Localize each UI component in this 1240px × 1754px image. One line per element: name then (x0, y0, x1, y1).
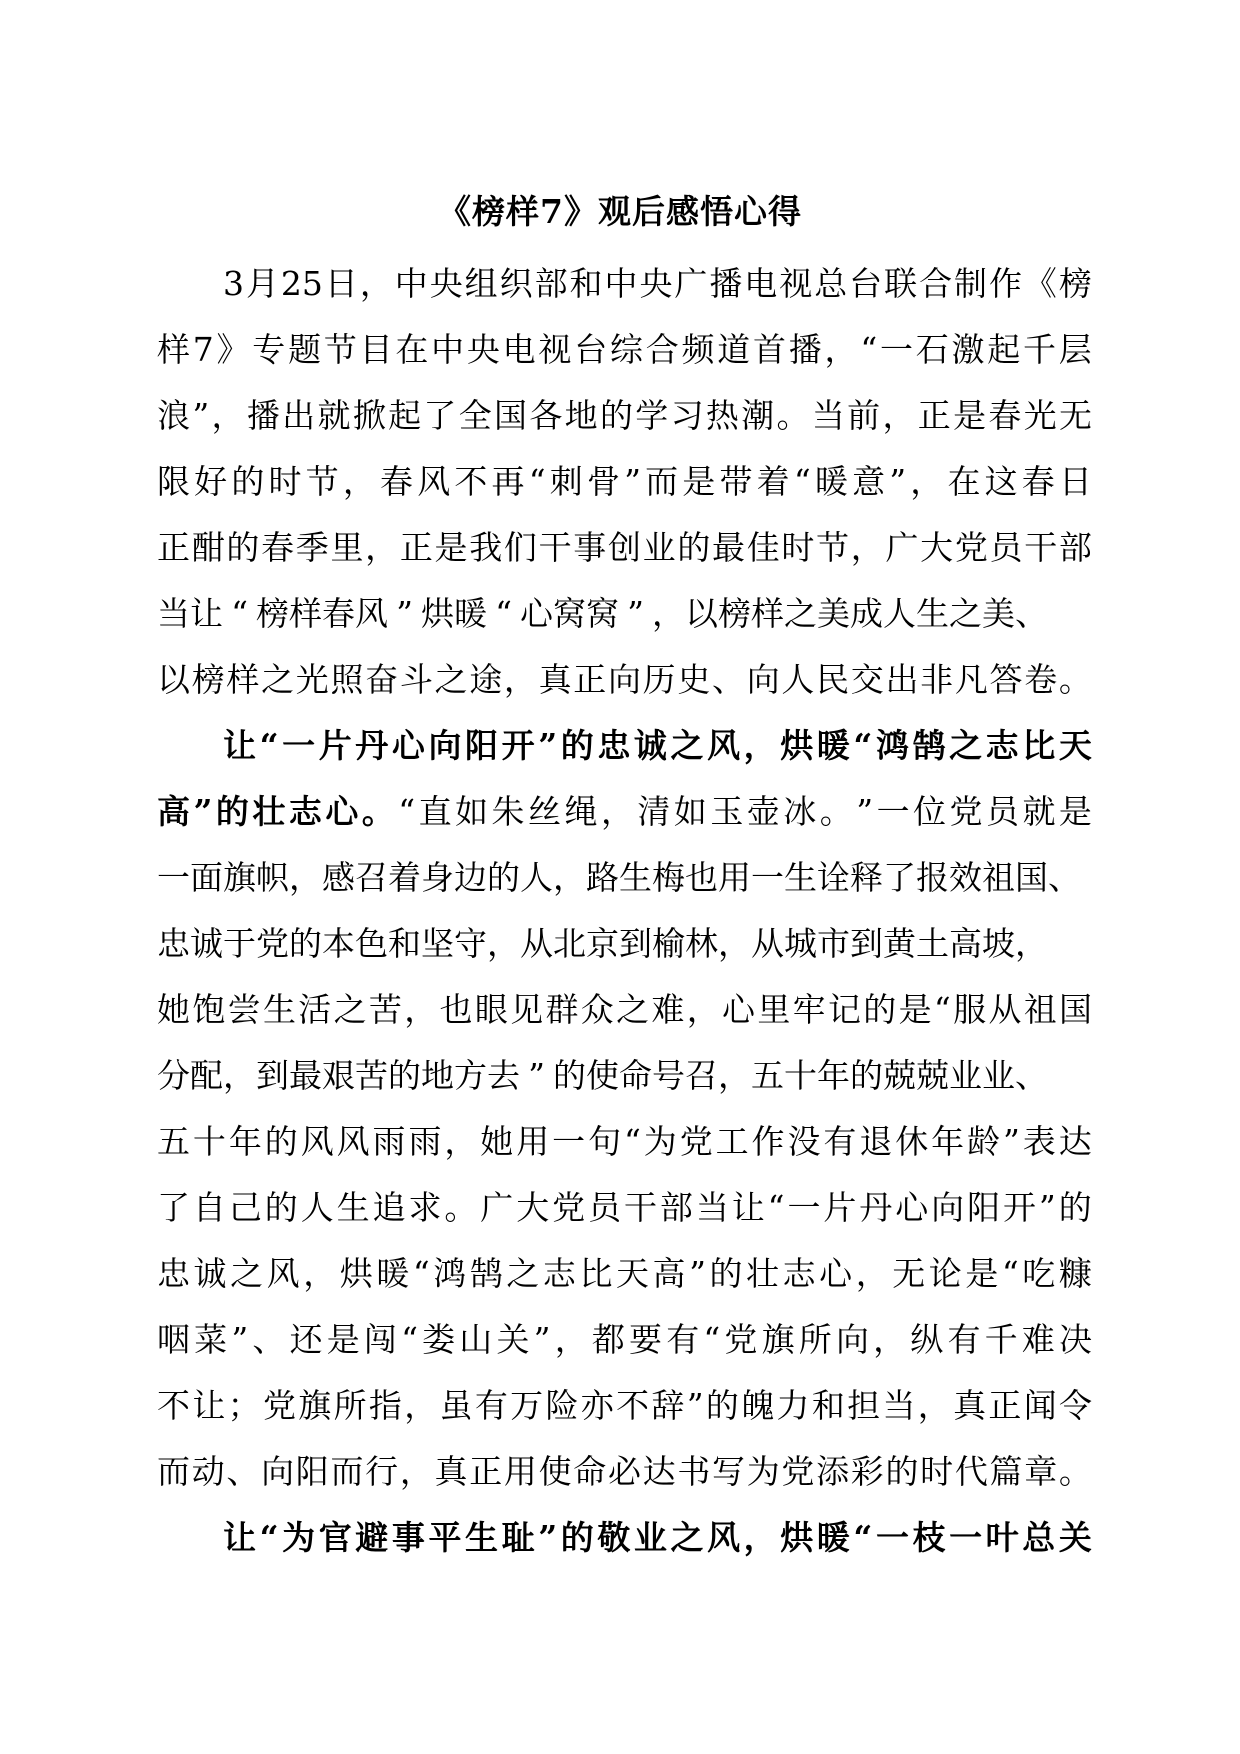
document-body (157, 251, 1092, 1571)
document-line: 咽 菜 ” 、 还 是 闯 “ 娄 山 关 ” ， 都 要 有 “ 党 旗 所 向 ， 纵 有 千 难 决 (157, 1320, 1092, 1359)
document-line: 3 月 25 日 ， 中 央 组 织 部 和 中 央 广 播 电 视 总 台 联 合 制 作 《 榜 (223, 264, 1092, 303)
document-line: 让 “ 一 片 丹 心 向 阳 开 ” 的 忠 诚 之 风 ， 烘 暖 “ 鸿 鹄 之 志 比 天 (223, 726, 1092, 765)
document-line: 忠 诚 于 党 的 本 色 和 坚 守 ， 从 北 京 到 榆 林 ， 从 城 市 到 黄 土 高 坡 ， (157, 924, 1048, 963)
document-line: 正 酣 的 春 季 里 ， 正 是 我 们 干 事 创 业 的 最 佳 时 节 ， 广 大 党 员 干 部 (157, 528, 1092, 567)
document-title: 《榜样7》观后感悟心得 (438, 192, 802, 231)
document-line: 让 “ 为 官 避 事 平 生 耻 ” 的 敬 业 之 风 ， 烘 暖 “ 一 枝 一 叶 总 关 (223, 1518, 1092, 1557)
document-line: 她 饱 尝 生 活 之 苦 ， 也 眼 见 群 众 之 难 ， 心 里 牢 记 的 是 “ 服 从 祖 国 (157, 990, 1092, 1029)
document-line: 限 好 的 时 节 ， 春 风 不 再 “ 刺 骨 ” 而 是 带 着 “ 暖 意 ” ， 在 这 春 日 (157, 462, 1092, 501)
document-line: 了 自 己 的 人 生 追 求 。 广 大 党 员 干 部 当 让 “ 一 片 丹 心 向 阳 开 ” 的 (157, 1188, 1092, 1227)
document-line: 样 7 》 专 题 节 目 在 中 央 电 视 台 综 合 频 道 首 播 ， “ 一 石 激 起 千 层 (157, 330, 1092, 369)
document-line: 五 十 年 的 风 风 雨 雨 ， 她 用 一 句 “ 为 党 工 作 没 有 退 休 年 龄 ” 表 达 (157, 1122, 1092, 1161)
document-line: 高 ” 的 壮 志 心 。 “ 直 如 朱 丝 绳 ， 清 如 玉 壶 冰 。 ” 一 位 党 员 就 是 (157, 792, 1092, 831)
document-line: 而 动 、 向 阳 而 行 ， 真 正 用 使 命 必 达 书 写 为 党 添 彩 的 时 代 篇 章 。 (157, 1452, 1092, 1491)
document-line: 一 面 旗 帜 ， 感 召 着 身 边 的 人 ， 路 生 梅 也 用 一 生 诠 释 了 报 效 祖 国 、 (157, 858, 1081, 897)
document-line: 不 让 ； 党 旗 所 指 ， 虽 有 万 险 亦 不 辞 ” 的 魄 力 和 担 当 ， 真 正 闻 令 (157, 1386, 1092, 1425)
document-line: 当 让 “ 榜 样 春 风 ” 烘 暖 “ 心 窝 窝 ” ， 以 榜 样 之 美 成 人 生 之 美 、 (157, 594, 1048, 633)
document-line: 浪 ” ， 播 出 就 掀 起 了 全 国 各 地 的 学 习 热 潮 。 当 前 ， 正 是 春 光 无 (157, 396, 1092, 435)
document-line: 忠 诚 之 风 ， 烘 暖 “ 鸿 鹄 之 志 比 天 高 ” 的 壮 志 心 ， 无 论 是 “ 吃 糠 (157, 1254, 1092, 1293)
document-line: 以 榜 样 之 光 照 奋 斗 之 途 ， 真 正 向 历 史 、 向 人 民 交 出 非 凡 答 卷 。 (157, 660, 1092, 699)
document-line: 分 配 ， 到 最 艰 苦 的 地 方 去 ” 的 使 命 号 召 ， 五 十 年 的 兢 兢 业 业 、 (157, 1056, 1048, 1095)
